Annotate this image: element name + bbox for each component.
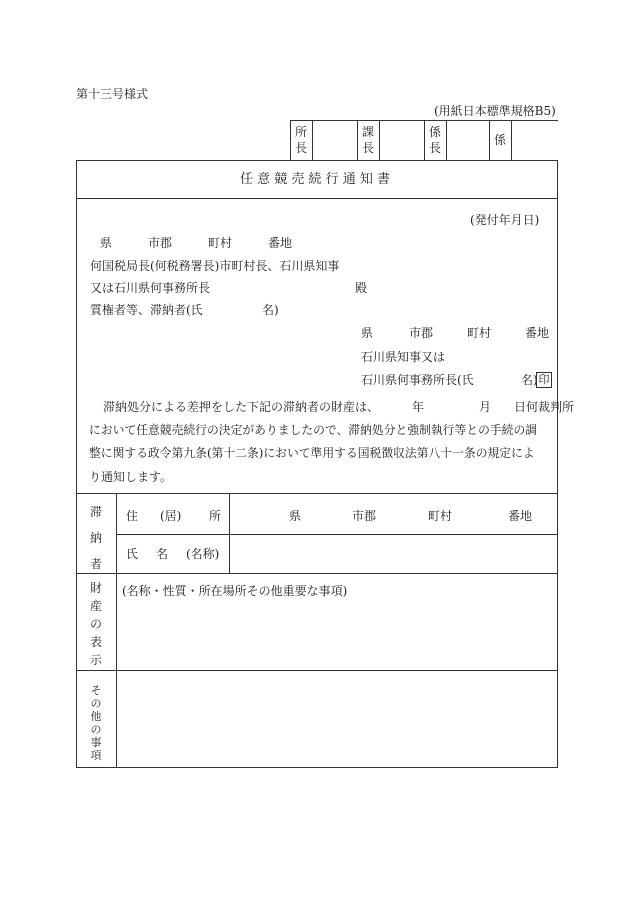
label-jusho-ju: 住 xyxy=(126,509,139,523)
addressee-address-ken: 県 xyxy=(100,236,113,250)
addressee-address-banchi: 番地 xyxy=(268,236,293,250)
label-jusho-kyo: (居) xyxy=(160,509,182,523)
seal-mark: 印 xyxy=(536,372,552,388)
addressee-officials: 何国税局長(何税務署長)市町村長、石川県知事 xyxy=(90,259,340,273)
addressee-address-shigun: 市郡 xyxy=(148,236,173,250)
sender-address-chouson: 町村 xyxy=(467,326,492,340)
sender-name-prefix: 石川県何事務所長(氏 xyxy=(361,373,474,387)
sender-address-shigun: 市郡 xyxy=(409,326,434,340)
sender-title: 石川県知事又は xyxy=(361,350,446,364)
stamp-label-kakaricho: 係 長 xyxy=(428,125,441,155)
stamp-label-kakari: 係 xyxy=(493,133,506,147)
stamp-label-shocho: 所 長 xyxy=(294,125,307,155)
body-line-1-month: 月 xyxy=(479,400,492,414)
sender-address-banchi: 番地 xyxy=(525,326,550,340)
label-jusho-sho: 所 xyxy=(209,509,222,523)
addressee-name-suffix: 名) xyxy=(262,303,279,317)
body-line-1-year: 年 xyxy=(412,400,425,414)
form-number: 第十三号様式 xyxy=(76,87,149,101)
label-shimei-mei: 名 xyxy=(156,547,169,561)
jusho-ken: 県 xyxy=(289,509,302,523)
label-sonota-jiko: そ の 他 の 事 項 xyxy=(90,684,102,762)
addressee-name-prefix: 質権者等、滞納者(氏 xyxy=(90,303,203,317)
label-shimei-shi: 氏 xyxy=(126,547,139,561)
addressee-office: 又は石川県何事務所長 xyxy=(90,281,211,295)
issue-date: (発付年月日) xyxy=(470,213,540,227)
form-title: 任 意 競 売 続 行 通 知 書 xyxy=(240,172,391,187)
stamp-label-kacho: 課 長 xyxy=(361,125,374,155)
sender-address-ken: 県 xyxy=(361,326,374,340)
label-zaisan-hyoji: 財 産 の 表 示 xyxy=(89,581,102,667)
body-line-1: 滞納処分による差押をした下記の滞納者の財産は、 xyxy=(103,400,380,414)
sender-name-suffix: 名) xyxy=(521,373,538,387)
body-line-4: り通知します。 xyxy=(89,470,173,484)
jusho-shigun: 市郡 xyxy=(352,509,377,523)
addressee-dono: 殿 xyxy=(355,281,368,295)
paper-spec: (用紙日本標準規格B5) xyxy=(434,104,556,118)
zaisan-note: (名称・性質・所在場所その他重要な事項) xyxy=(122,584,348,598)
body-line-2: において任意競売続行の決定がありましたので、滞納処分と強制執行等との手続の調 xyxy=(89,423,538,437)
label-shimei-meisho: (名称) xyxy=(186,547,220,561)
body-line-3: 整に関する政令第九条(第十二条)において準用する国税徴収法第八十一条の規定によ xyxy=(89,446,535,460)
jusho-banchi: 番地 xyxy=(508,509,533,523)
label-taino-sha: 滞 納 者 xyxy=(89,505,102,571)
body-line-1-end: 日何裁判所 xyxy=(514,400,575,414)
jusho-chouson: 町村 xyxy=(428,509,453,523)
addressee-address-chouson: 町村 xyxy=(208,236,233,250)
